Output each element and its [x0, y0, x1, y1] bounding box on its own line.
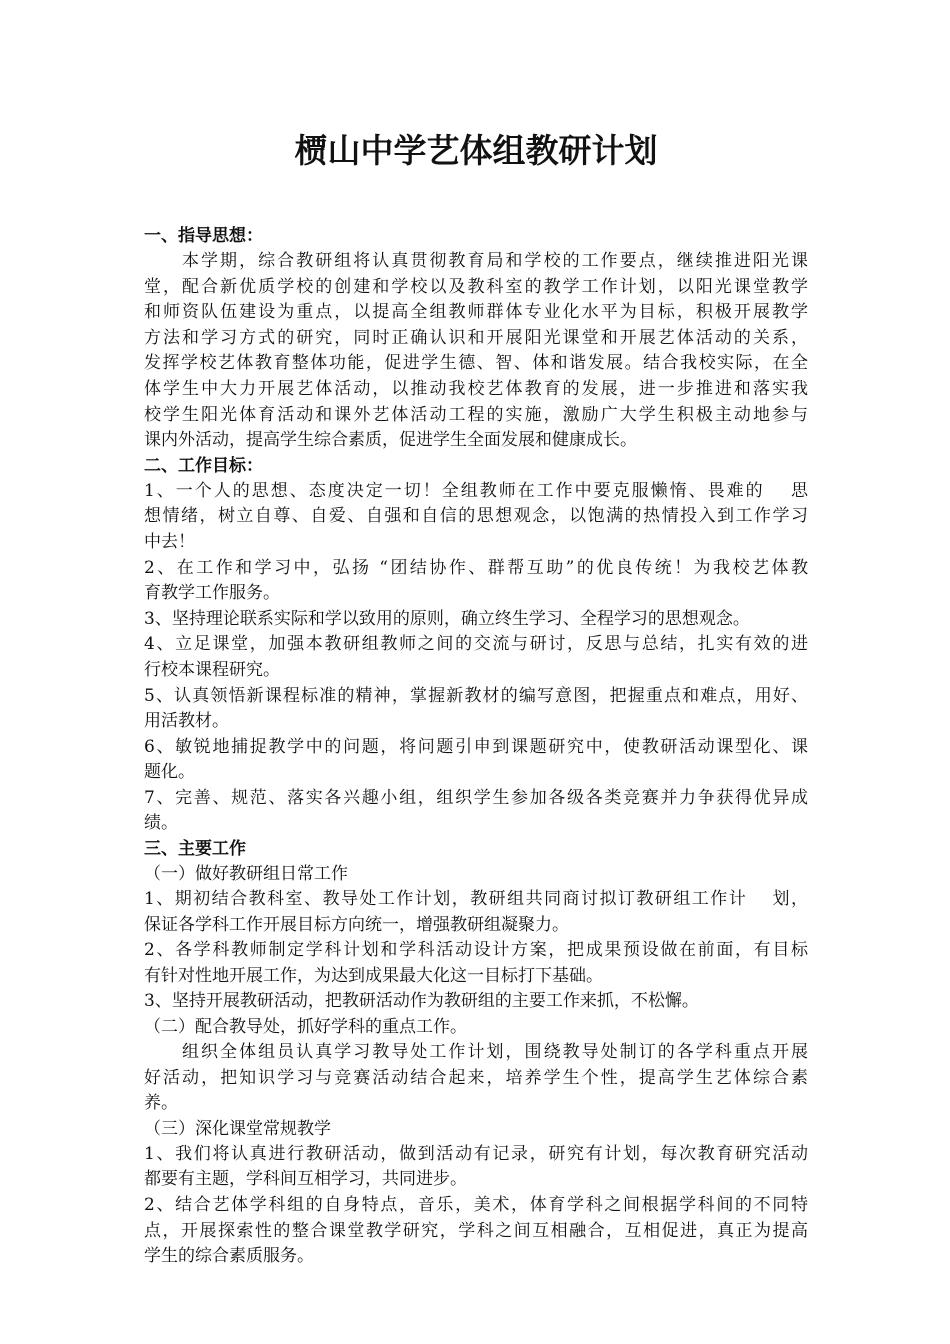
paragraph-line: 和师资队伍建设为重点，以提高全组教师群体专业化水平为目标，积极开展教学 [144, 302, 808, 323]
subsection-heading-classroom-teaching: （三）深化课堂常规教学 [144, 1118, 331, 1139]
list-item-line: 保证各学科工作开展目标方向统一，增强教研组凝聚力。 [144, 914, 569, 935]
list-item-line: 5、认真领悟新课程标准的精神，掌握新教材的编写意图，把握重点和难点，用好、 [144, 685, 808, 706]
list-item-line: 想情绪，树立自尊、自爱、自强和自信的思想观念，以饱满的热情投入到工作学习 [144, 506, 808, 527]
list-item [144, 989, 808, 1015]
cooperate-office-paragraph [144, 1040, 808, 1117]
list-item-line: 7、完善、规范、落实各兴趣小组，组织学生参加各级各类竞赛并力争获得优异成 [144, 787, 808, 808]
list-item [144, 1193, 808, 1270]
list-item [144, 479, 808, 556]
section-heading-work-goals: 二、工作目标： [144, 455, 263, 476]
list-item [144, 735, 808, 786]
paragraph-line: 养。 [144, 1093, 178, 1114]
list-item-line: 1、期初结合教科室、教导处工作计划，教研组共同商讨拟订教研组工作计 划， [144, 889, 808, 910]
list-item-line: 中去！ [144, 531, 195, 552]
list-item-line: 题化。 [144, 762, 195, 783]
list-item-line: 3、坚持开展教研活动，把教研活动作为教研组的主要工作来抓，不松懈。 [144, 991, 699, 1012]
paragraph-line: 体学生中大力开展艺体活动，以推动我校艺体教育的发展，进一步推进和落实我 [144, 378, 808, 399]
list-item [144, 684, 808, 735]
list-item-line: 4、立足课堂，加强本教研组教师之间的交流与研讨，反思与总结，扎实有效的进 [144, 634, 808, 655]
list-item [144, 556, 808, 607]
document-title: 槚山中学艺体组教研计划 [294, 131, 658, 170]
paragraph-line: 堂，配合新优质学校的创建和学校以及教科室的教学工作计划，以阳光课堂教学 [144, 276, 808, 297]
paragraph-line: 本学期，综合教研组将认真贯彻教育局和学校的工作要点，继续推进阳光课 [182, 251, 808, 271]
list-item-line: 用活教材。 [144, 711, 229, 732]
paragraph-line: 校学生阳光体育活动和课外艺体活动工程的实施，激励广大学生积极主动地参与 [144, 404, 808, 425]
list-item-line: 2、在工作和学习中，弘扬 “团结协作、群帮互助”的优良传统！为我校艺体教 [144, 557, 808, 578]
paragraph-line: 方法和学习方式的研究，同时正确认识和开展阳光课堂和开展艺体活动的关系， [144, 327, 808, 348]
list-item-line: 点，开展探索性的整合课堂教学研究，学科之间互相融合，互相促进，真正为提高 [144, 1220, 808, 1241]
list-item-line: 1、一个人的思想、态度决定一切！全组教师在工作中要克服懒惰、畏难的 思 [144, 480, 808, 501]
list-item-line: 3、坚持理论联系实际和学以致用的原则，确立终生学习、全程学习的思想观念。 [144, 608, 750, 629]
list-item-line: 6、敏锐地捕捉教学中的问题，将问题引申到课题研究中，使教研活动课型化、课 [144, 736, 808, 757]
section-heading-guiding-ideology: 一、指导思想： [144, 226, 263, 246]
paragraph-line: 好活动，把知识学习与竞赛活动结合起来，培养学生个性，提高学生艺体综合素 [144, 1067, 808, 1088]
guiding-ideology-paragraph [144, 249, 808, 454]
list-item [144, 938, 808, 989]
paragraph-line: 课内外活动，提高学生综合素质，促进学生全面发展和健康成长。 [144, 430, 637, 451]
list-item [144, 1142, 808, 1193]
list-item-line: 都要有主题，学科间互相学习，共同进步。 [144, 1169, 467, 1190]
document-page [144, 122, 808, 1270]
subsection-heading-daily-work: （一）做好教研组日常工作 [144, 864, 348, 885]
list-item [144, 786, 808, 837]
list-item-line: 2、各学科教师制定学科计划和学科活动设计方案，把成果预设做在前面，有目标 [144, 940, 808, 961]
list-item-line: 1、我们将认真进行教研活动，做到活动有记录，研究有计划，每次教育研究活动 [144, 1143, 808, 1164]
list-item-line: 有针对性地开展工作，为达到成果最大化这一目标打下基础。 [144, 965, 603, 986]
list-item [144, 607, 808, 633]
section-heading-main-work: 三、主要工作 [144, 839, 246, 860]
paragraph-line: 发挥学校艺体教育整体功能，促进学生德、智、体和谐发展。结合我校实际，在全 [144, 353, 808, 374]
list-item-line: 2、结合艺体学科组的自身特点，音乐，美术，体育学科之间根据学科间的不同特 [144, 1195, 808, 1215]
list-item [144, 887, 808, 938]
subsection-heading-cooperate-office: （二）配合教导处，抓好学科的重点工作。 [144, 1017, 467, 1038]
paragraph-line: 组织全体组员认真学习教导处工作计划，围绕教导处制订的各学科重点开展 [182, 1042, 808, 1063]
list-item-line: 绩。 [144, 813, 178, 834]
list-item-line: 育教学工作服务。 [144, 583, 280, 604]
list-item [144, 632, 808, 683]
list-item-line: 行校本课程研究。 [144, 659, 280, 680]
list-item-line: 学生的综合素质服务。 [144, 1246, 314, 1267]
